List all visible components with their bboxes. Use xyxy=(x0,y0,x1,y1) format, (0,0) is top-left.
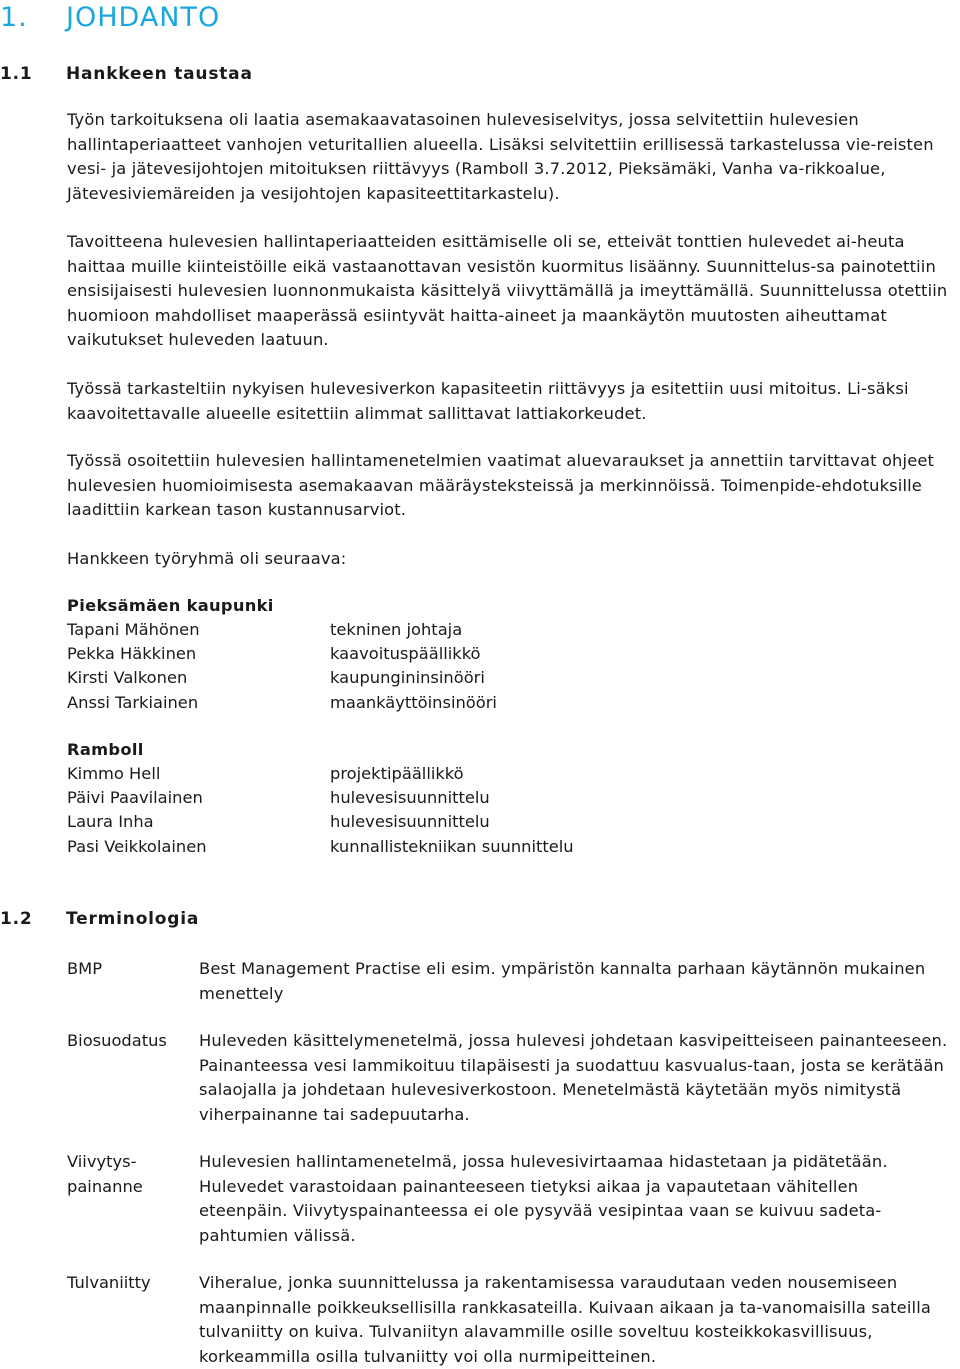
term-definition: Viheralue, jonka suunnittelussa ja rakentamisessa varaudutaan veden nousemiseen maanpinnalle poikkeuksellisilla rankkasateilla. Kuivaan aikaan ja ta-vanomaisilla sateilla tulvaniitty on kuiva. Tulvaniityn alavammille osille soveltuu kosteikkokasvillisuus, korkeammilla osilla tulvaniitty voi olla nurmipeitteinen. xyxy=(199,1273,931,1366)
term-entry-bmp xyxy=(67,957,951,1006)
team-member-row xyxy=(67,618,767,642)
paragraph-goals: Tavoitteena hulevesien hallintaperiaatteiden esittämiselle oli se, etteivät tonttien hulevedet ai-heuta haittaa muille kiinteistöille eikä vastaanottavan vesistön kuormitus lisäänny. Suunnittelus-sa painotettiin ensisijaisesti hulevesien luonnonmukaista käsittelyä viivyttämällä ja imeyttämällä. Suunnittelussa otettiin huomioon mahdolliset maaperässä esiintyvät haitta-aineet ja maankäytön muutosten aiheuttamat vaikutukset huleveden laatuun. xyxy=(67,232,948,349)
member-role: kaupungininsinööri xyxy=(330,668,485,688)
paragraph-team-intro: Hankkeen työryhmä oli seuraava: xyxy=(67,549,347,568)
team-member-row xyxy=(67,666,767,690)
section-title: Terminologia xyxy=(66,909,200,929)
term-entry-viivytyspainanne xyxy=(67,1150,951,1248)
member-name: Tapani Mähönen xyxy=(67,620,200,639)
term-definition: Best Management Practise eli esim. ympäristön kannalta parhaan käytännön mukainen menettely xyxy=(199,959,926,1003)
section-heading-terminologia xyxy=(0,909,199,929)
team-member-row xyxy=(67,762,767,786)
member-role: hulevesisuunnittelu xyxy=(330,812,490,832)
member-name: Anssi Tarkiainen xyxy=(67,692,199,712)
term-entry-biosuodatus xyxy=(67,1029,951,1127)
member-role: kaavoituspäällikkö xyxy=(330,644,481,664)
team-member-row xyxy=(67,691,767,715)
term-name: Biosuodatus xyxy=(67,1031,167,1050)
team-member-row xyxy=(67,810,767,834)
team-member-row xyxy=(67,786,767,810)
paragraph-capacity: Työssä tarkasteltiin nykyisen hulevesiverkon kapasiteetin riittävyys ja esitettiin uusi mitoitus. Li-säksi kaavoitettavalle alueelle esitettiin alimmat sallittavat lattiakorkeudet. xyxy=(67,379,909,423)
member-name: Pasi Veikkolainen xyxy=(67,836,207,856)
member-name: Päivi Paavilainen xyxy=(67,788,203,808)
member-role: maankäyttöinsinööri xyxy=(330,692,497,712)
section-heading-taustaa xyxy=(0,64,253,84)
member-name: Kirsti Valkonen xyxy=(67,668,188,688)
member-role: hulevesisuunnittelu xyxy=(330,788,490,808)
chapter-heading xyxy=(0,2,220,38)
member-role: projektipäällikkö xyxy=(330,764,464,783)
member-role: tekninen johtaja xyxy=(330,620,463,639)
term-entry-tulvaniitty xyxy=(67,1271,951,1369)
section-number: 1.2 xyxy=(0,909,33,929)
paragraph-reservations: Työssä osoitettiin hulevesien hallintamenetelmien vaatimat aluevaraukset ja annettiin tarvittavat ohjeet hulevesien huomioimisesta asemakaavan määräysteksteissä ja merkinnöissä. Toimenpide-ehdotuksille laadittiin karkean tason kustannusarviot. xyxy=(67,451,935,519)
team-block-pieksamaki xyxy=(67,594,767,715)
chapter-number: 1. xyxy=(0,2,28,33)
paragraph-purpose: Työn tarkoituksena oli laatia asemakaavatasoinen hulevesiselvitys, jossa selvitettiin hulevesien hallintaperiaatteet vanhojen veturitallien alueella. Lisäksi selvitettiin erillisessä tarkastelussa vie-reisten vesi- ja jätevesijohtojen mitoituksen riittävyys (Ramboll 3.7.2012, Pieksämäki, Vanha va-rikkoalue, Jätevesiviemäreiden ja vesijohtojen kapasiteettitarkastelu). xyxy=(67,110,934,203)
section-number: 1.1 xyxy=(0,64,33,84)
term-definition: Huleveden käsittelymenetelmä, jossa hulevesi johdetaan kasvipeitteiseen painanteeseen. Painanteessa vesi lammikoituu tilapäisesti ja suodattuu kasvualus-taan, josta se kerätään salaojalla ja johdetaan hulevesiverkostoon. Menetelmästä käytetään myös nimitystä viherpainanne tai sadepuutarha. xyxy=(199,1031,948,1124)
member-role: kunnallistekniikan suunnittelu xyxy=(330,836,574,856)
section-title: Hankkeen taustaa xyxy=(66,64,253,84)
term-name: BMP xyxy=(67,959,103,978)
team-member-row xyxy=(67,642,767,666)
member-name: Laura Inha xyxy=(67,812,154,832)
member-name: Pekka Häkkinen xyxy=(67,644,197,664)
team-organization: Pieksämäen kaupunki xyxy=(67,596,274,615)
team-block-ramboll xyxy=(67,738,767,859)
term-name: Tulvaniitty xyxy=(67,1273,151,1292)
term-definition: Hulevesien hallintamenetelmä, jossa hulevesivirtaamaa hidastetaan ja pidätetään. Hulevedet varastoidaan painanteeseen tietyksi aikaa ja vapautetaan vähitellen eteenpäin. Viivytyspainanteessa ei ole pysyvää vesipintaa vaan se kuivuu sadeta-pahtumien välissä. xyxy=(199,1152,888,1245)
member-name: Kimmo Hell xyxy=(67,764,161,783)
team-member-row xyxy=(67,835,767,859)
chapter-title: JOHDANTO xyxy=(66,2,221,33)
team-organization: Ramboll xyxy=(67,740,144,759)
term-name: Viivytys-painanne xyxy=(67,1152,143,1196)
